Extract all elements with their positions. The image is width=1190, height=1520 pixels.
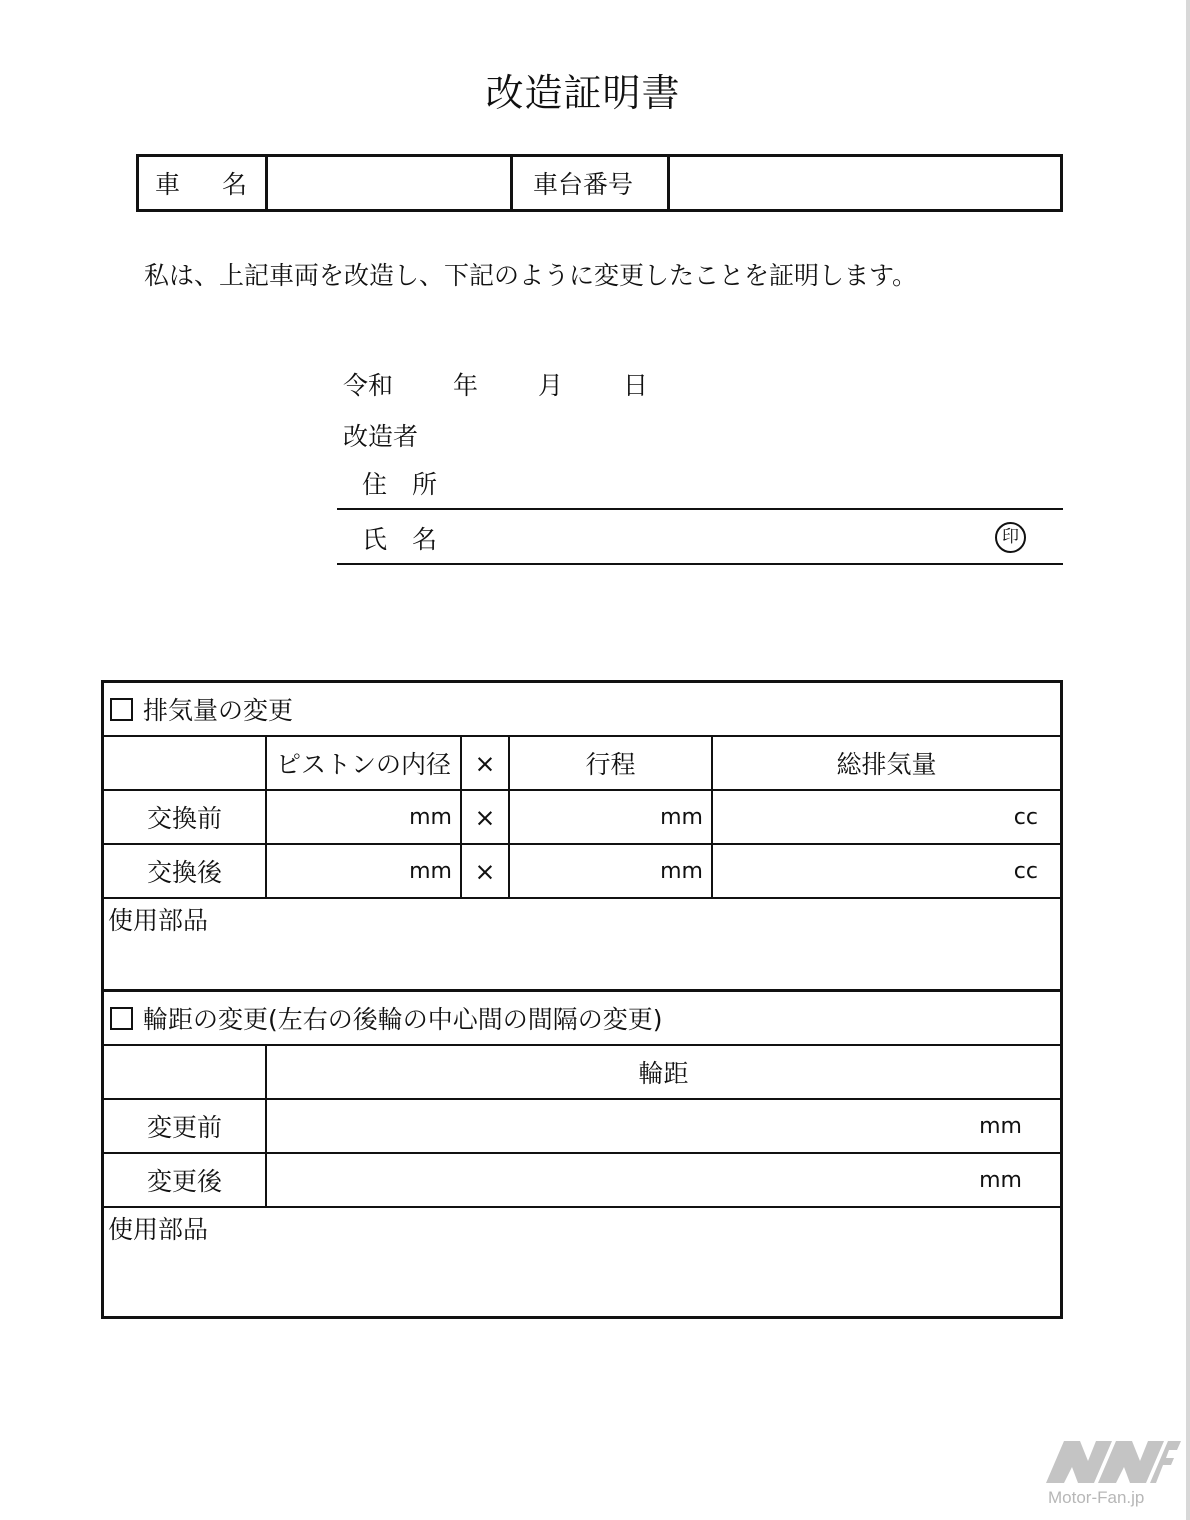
name-label: 氏 名 bbox=[362, 525, 438, 554]
stroke-input[interactable]: mm bbox=[509, 844, 712, 898]
bore-input[interactable]: mm bbox=[266, 790, 461, 844]
certification-statement: 私は、上記車両を改造し、下記のように変更したことを証明します。 bbox=[144, 261, 918, 290]
bore-column-header: ピストンの内径 bbox=[266, 736, 461, 790]
date-day: 日 bbox=[623, 371, 649, 400]
parts-label: 使用部品 bbox=[108, 1215, 209, 1244]
track-section-title: 輪距の変更(左右の後輪の中心間の間隔の変更) bbox=[143, 1005, 663, 1034]
total-displacement-input[interactable]: cc bbox=[712, 790, 1060, 844]
car-name-field[interactable] bbox=[267, 156, 512, 211]
modification-form bbox=[101, 680, 1063, 1319]
table-row bbox=[104, 790, 1060, 844]
motor-fan-logo-icon bbox=[1046, 1441, 1181, 1483]
track-section-header bbox=[104, 992, 1060, 1045]
page-edge bbox=[1186, 0, 1190, 1520]
row-label: 変更前 bbox=[104, 1099, 266, 1153]
times-sign: × bbox=[461, 844, 509, 898]
vin-field[interactable] bbox=[669, 156, 1062, 211]
total-displacement-column-header: 総排気量 bbox=[712, 736, 1060, 790]
row-label: 交換後 bbox=[104, 844, 266, 898]
stroke-column-header: 行程 bbox=[509, 736, 712, 790]
address-label: 住 所 bbox=[362, 470, 438, 499]
table-row bbox=[104, 1099, 1060, 1153]
date-era: 令和 bbox=[343, 371, 394, 400]
blank-header-cell bbox=[104, 736, 266, 790]
displacement-section-title: 排気量の変更 bbox=[143, 696, 294, 725]
times-column-header: × bbox=[461, 736, 509, 790]
vin-label: 車台番号 bbox=[512, 156, 669, 211]
row-label: 交換前 bbox=[104, 790, 266, 844]
watermark-text: Motor-Fan.jp bbox=[1048, 1488, 1145, 1507]
name-line[interactable] bbox=[337, 563, 1063, 565]
document-title: 改造証明書 bbox=[485, 71, 681, 115]
row-label: 変更後 bbox=[104, 1153, 266, 1207]
track-input[interactable]: mm bbox=[266, 1153, 1060, 1207]
track-input[interactable]: mm bbox=[266, 1099, 1060, 1153]
vehicle-info-table bbox=[136, 154, 1063, 212]
table-row bbox=[104, 844, 1060, 898]
bore-input[interactable]: mm bbox=[266, 844, 461, 898]
displacement-section-header bbox=[104, 683, 1060, 736]
track-checkbox[interactable] bbox=[110, 1007, 133, 1030]
displacement-table bbox=[104, 683, 1060, 992]
table-row bbox=[104, 1153, 1060, 1207]
address-line[interactable] bbox=[337, 508, 1063, 510]
total-displacement-input[interactable]: cc bbox=[712, 844, 1060, 898]
date-year: 年 bbox=[453, 371, 479, 400]
times-sign: × bbox=[461, 790, 509, 844]
car-name-label: 車 名 bbox=[138, 156, 267, 211]
blank-header-cell bbox=[104, 1045, 266, 1099]
date-month: 月 bbox=[538, 371, 564, 400]
seal-mark: 印 bbox=[995, 522, 1026, 553]
track-column-header: 輪距 bbox=[266, 1045, 1060, 1099]
displacement-checkbox[interactable] bbox=[110, 698, 133, 721]
parts-label: 使用部品 bbox=[108, 906, 209, 935]
date-line bbox=[343, 366, 648, 402]
stroke-input[interactable]: mm bbox=[509, 790, 712, 844]
displacement-parts-field[interactable] bbox=[104, 898, 1060, 991]
modifier-label: 改造者 bbox=[343, 422, 419, 451]
track-parts-field[interactable] bbox=[104, 1207, 1060, 1305]
track-table bbox=[104, 992, 1060, 1305]
